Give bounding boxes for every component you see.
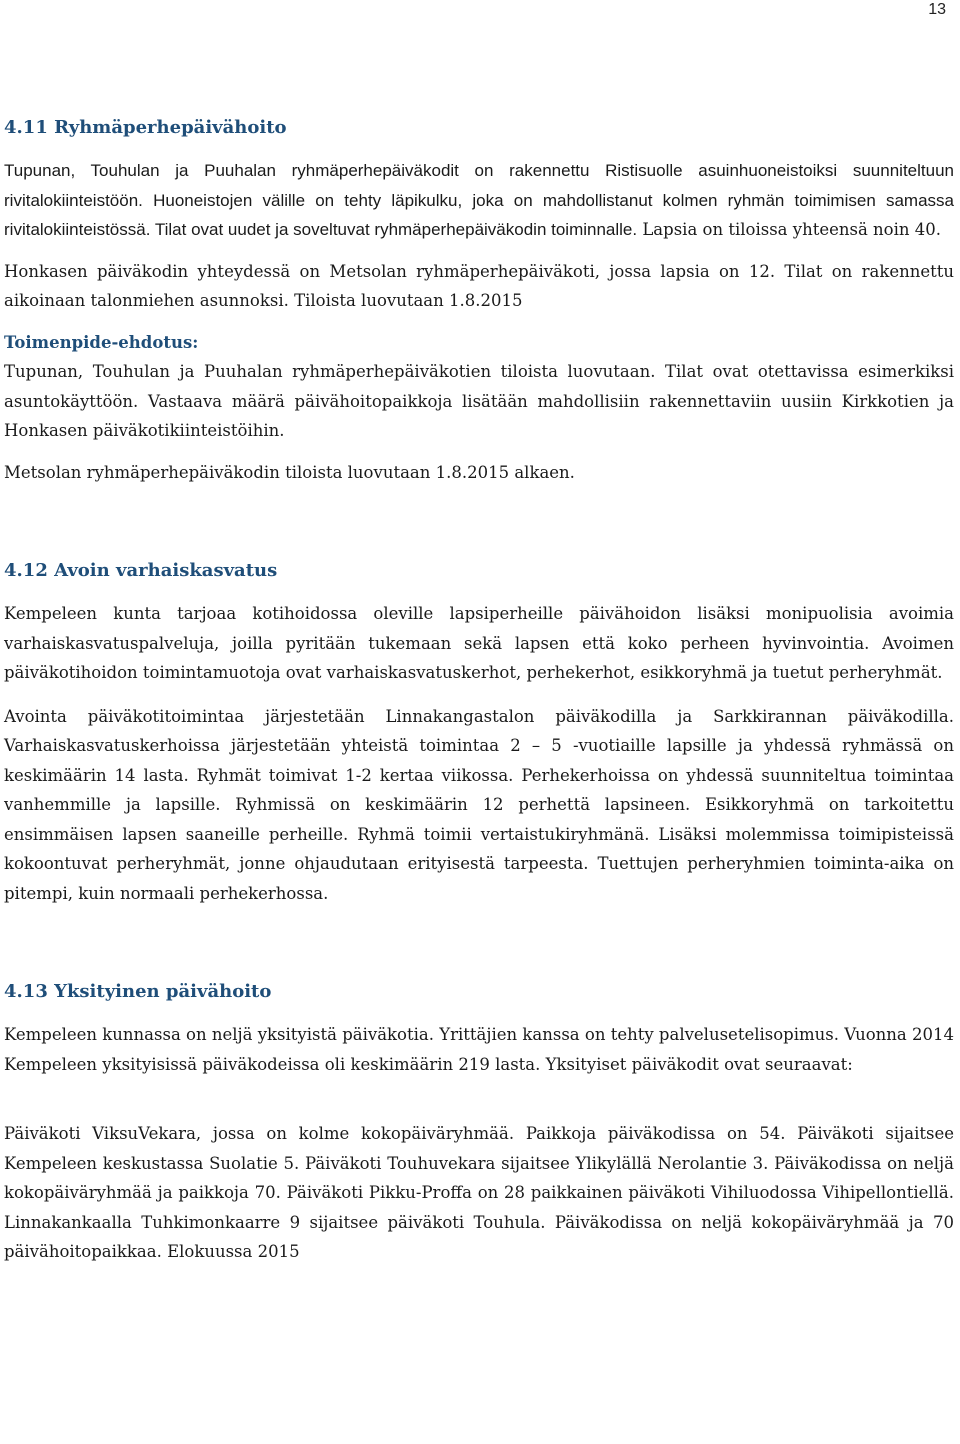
proposal-block: [4, 328, 954, 446]
paragraph: Avointa päiväkotitoimintaa järjestetään Linnakangastalon päiväkodilla ja Sarkkirannan päiväkodilla. Varhaiskasvatuskerhoissa järjestetään yhteistä toimintaa 2 – 5 -vuotiaille lapsille ja yhdessä ryhmässä on keskimäärin 14 lasta. Ryhmät toimivat 1-2 kertaa viikossa. Perhekerhoissa on yhdessä suunniteltua toimintaa vanhemmille ja lapsille. Ryhmissä on keskimäärin 12 perhettä lapsineen. Esikkoryhmä on tarkoitettu ensimmäisen lapsen saaneille perheille. Ryhmä toimii vertaistukiryhmänä. Lisäksi molemmissa toimipisteissä kokoontuvat perheryhmät, jonne ohjaudutaan erityisestä tarpeesta. Tuettujen perheryhmien toiminta-aika on pitempi, kuin normaali perhekerhossa.: [4, 706, 954, 903]
paragraph: Kempeleen kunnassa on neljä yksityistä päiväkotia. Yrittäjien kanssa on tehty palvelusetelisopimus. Vuonna 2014 Kempeleen yksityisissä päiväkodeissa oli keskimäärin 219 lasta. Yksityiset päiväkodit ovat seuraavat:: [4, 1025, 954, 1074]
page-number: 13: [928, 1, 946, 18]
paragraph: Päiväkoti ViksuVekara, jossa on kolme kokopäiväryhmää. Paikkoja päiväkodissa on 54. Päiväkoti sijaitsee Kempeleen keskustassa Suolatie 5. Päiväkoti Touhuvekara sijaitsee Ylikylällä Nerolantie 3. Päiväkodissa on neljä kokopäiväryhmää ja paikkoja 70. Päiväkoti Pikku-Proffa on 28 paikkainen päiväkoti Vihiluodossa Vihipellontiellä. Linnakankaalla Tuhkimonkaarre 9 sijaitsee päiväkoti Touhula. Päiväkodissa on neljä kokopäiväryhmää ja 70 päivähoitopaikkaa. Elokuussa 2015: [4, 1124, 954, 1261]
paragraph-text: Tupunan, Touhulan ja Puuhalan ryhmäperhepäiväkodit on rakennettu Ristisuolle asuinhuoneistoiksi suunniteltuun rivitalokiinteistöön. Huoneistojen välille on tehty läpikulku, joka on mahdollistanut kolmen ryhmän toimimisen samassa rivitalokiinteistössä. Tilat ovat uudet ja soveltuvat ryhmäperhepäiväkodin toiminnalle.: [4, 161, 954, 239]
proposal-text: Tupunan, Touhulan ja Puuhalan ryhmäperhepäiväkotien tiloista luovutaan. Tilat ovat otettavissa esimerkiksi asuntokäyttöön. Vastaava määrä päivähoitopaikkoja lisätään mahdollisiin rakennettaviin uusiin Kirkkotien ja Honkasen päiväkotikiinteistöihin.: [4, 362, 954, 440]
section-heading: 4.12 Avoin varhaiskasvatus: [4, 560, 278, 581]
section-heading: 4.13 Yksityinen päivähoito: [4, 981, 272, 1002]
paragraph: Metsolan ryhmäperhepäiväkodin tiloista luovutaan 1.8.2015 alkaen.: [4, 462, 575, 482]
section-avoin-varhaiskasvatus: [4, 557, 954, 908]
proposal-label: Toimenpide-ehdotus:: [4, 332, 199, 352]
section-ryhmaperhepaivahoito: [4, 114, 954, 487]
paragraph: [4, 156, 954, 245]
section-yksityinen-paivahoito: [4, 978, 954, 1267]
section-heading: 4.11 Ryhmäperhepäivähoito: [4, 117, 287, 138]
paragraph-text: Lapsia on tiloissa yhteensä noin 40.: [637, 220, 941, 239]
paragraph: Kempeleen kunta tarjoaa kotihoidossa oleville lapsiperheille päivähoidon lisäksi monipuolisia avoimia varhaiskasvatuspalveluja, joilla pyritään tukemaan sekä lapsen että koko perheen hyvinvointia. Avoimen päiväkotihoidon toimintamuotoja ovat varhaiskasvatuskerhot, perhekerhot, esikkoryhmä ja tuetut perheryhmät.: [4, 604, 954, 682]
paragraph: Honkasen päiväkodin yhteydessä on Metsolan ryhmäperhepäiväkoti, jossa lapsia on 12. Tilat on rakennettu aikoinaan talonmiehen asunnoksi. Tiloista luovutaan 1.8.2015: [4, 261, 954, 310]
document-body: [4, 114, 954, 1267]
